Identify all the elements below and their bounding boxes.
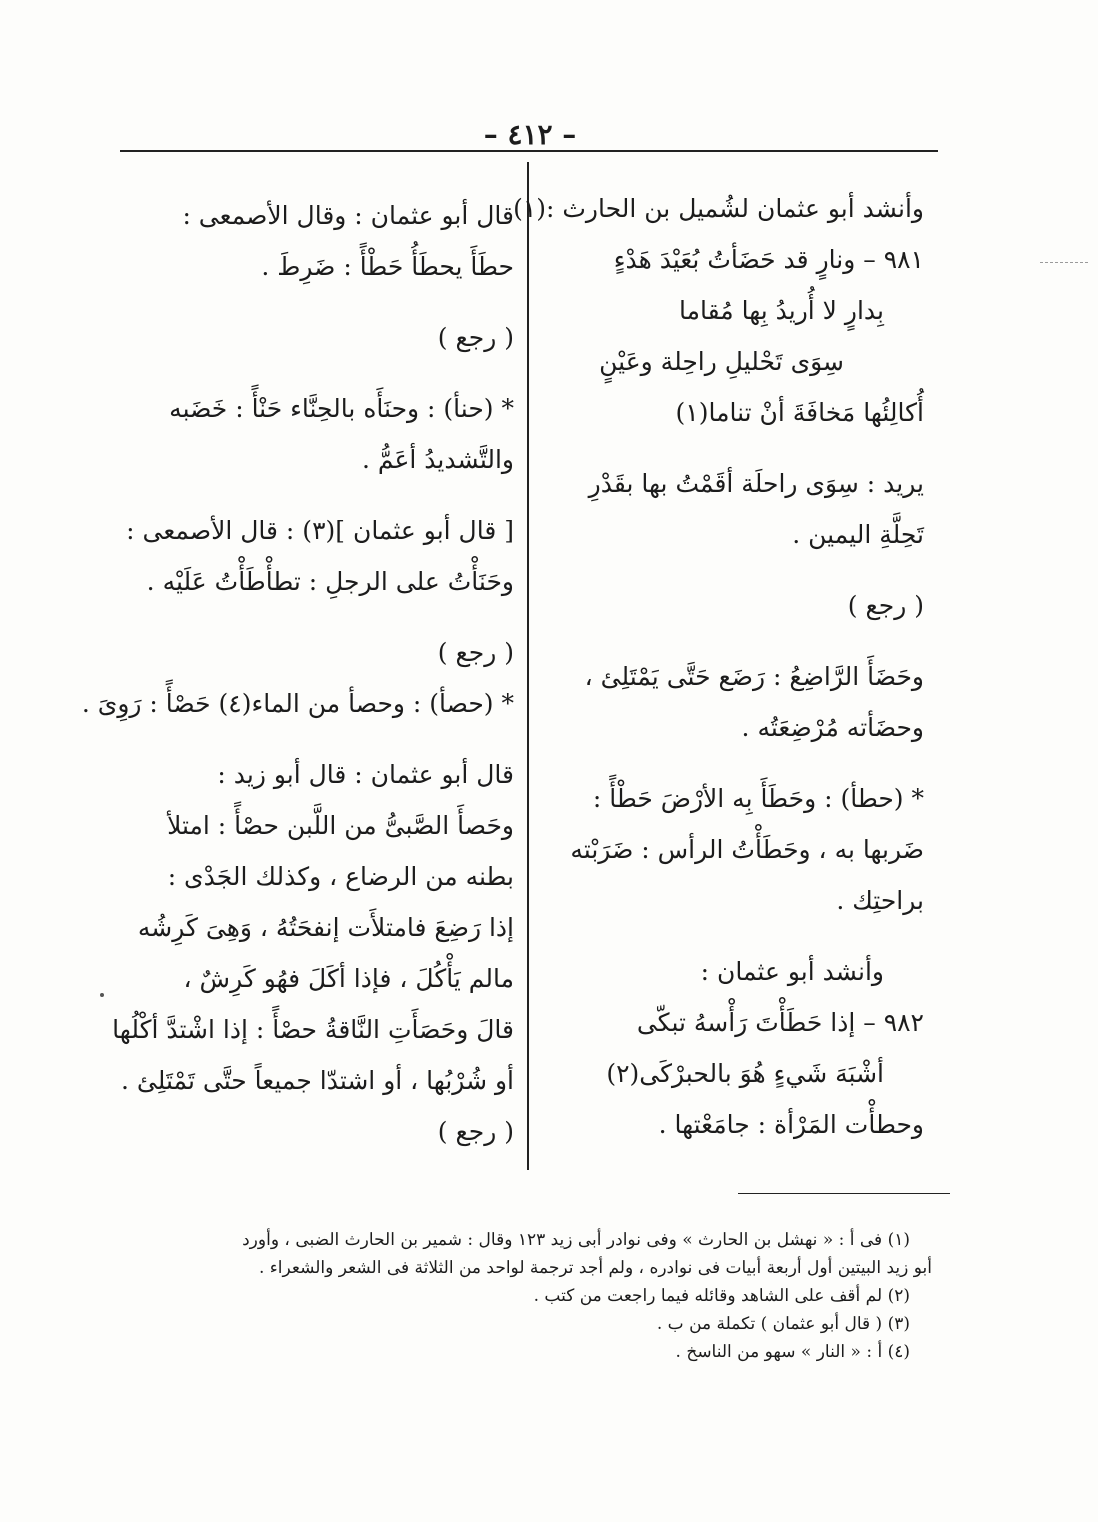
column-divider <box>527 162 529 1170</box>
verse-line: ٩٨٢ – إذا حَطَأْتَ رَأْسهُ تبكّى <box>636 1008 924 1037</box>
footnote: (٣) ( قال أبو عثمان ) تكملة من ب . <box>656 1314 910 1334</box>
right-column <box>513 183 924 1150</box>
verse-line: سِوَى تَحْليلِ راحِلة وعَيْنٍ <box>599 347 844 376</box>
verse-line: ٩٨١ – ونارٍ قد حَضَأتُ بُعَيْدَ هَدْءٍ <box>613 245 924 274</box>
verse-line: بِدارٍ لا أُريدُ بِها مُقاما <box>678 296 884 325</box>
text-line: وحطأْت المَرْأة : جامَعْتها . <box>658 1110 924 1139</box>
text-line: قال أبو عثمان : وقال الأصمعى : <box>182 201 514 230</box>
text-line: مالم يَأْكُلَ ، فإذا أكَلَ فهُو كَرِشٌ ، <box>183 964 514 993</box>
section-marker: ( رجع ) <box>437 323 514 352</box>
footnote: (١) فى أ : « نهشل بن الحارث » وفى نوادر أبى زيد ١٢٣ وقال : شمير بن الحارث الضبى ، وأورد <box>242 1230 910 1250</box>
text-line: تَحِلَّةِ اليمين . <box>792 520 924 549</box>
verse-line: أُكالِئُها مَخافَةَ أنْ تناما(١) <box>675 398 924 427</box>
entry-heading-line: * (حصأ) : وحصأ من الماء(٤) حَصْأً : رَوِىَ . <box>81 689 514 718</box>
scan-mark <box>1040 262 1088 263</box>
footnote-continuation: أبو زيد البيتين أول أربعة أبيات فى نوادره ، ولم أجد ترجمة لواحد من الثلاثة فى الشعر والشعراء . <box>258 1258 932 1278</box>
footnotes <box>120 1226 932 1366</box>
text-line: وحَضَأَ الرَّاضِعُ : رَضَع حَتَّى يَمْتَلِئ ، <box>584 662 924 691</box>
entry-heading-line: * (حطأ) : وحَطَأَ بِه الأرْضَ حَطْأً : <box>592 784 924 813</box>
section-marker: ( رجع ) <box>437 638 514 667</box>
text-line: قال أبو عثمان : قال أبو زيد : <box>217 760 514 789</box>
text-line: وأنشد أبو عثمان لشُميل بن الحارث :(١) <box>513 194 924 223</box>
text-line: براحتِك . <box>836 886 924 915</box>
text-line: ضَربها به ، وحَطَأْتُ الرأس : ضَرَبْته <box>570 835 924 864</box>
scan-speck <box>100 993 104 997</box>
text-line: [ قال أبو عثمان ](٣) : قال الأصمعى : <box>126 516 514 545</box>
page-number: – ٤١٢ – <box>483 118 577 151</box>
text-line: وحَصأَ الصَّبىُّ من اللَّبن حصْأً : امتلأ <box>167 811 514 840</box>
footnote: (٢) لم أقف على الشاهد وقائله فيما راجعت من كتب . <box>533 1286 910 1306</box>
text-line: والتَّشديدُ أعَمُّ . <box>361 445 514 474</box>
text-line: إذا رَضِعَ فامتلأَت إنفحَتُهُ ، وَهِىَ كَرِشُه <box>137 913 514 942</box>
header-rule <box>120 150 938 152</box>
text-line: حطَأَ يحطَأُ حَطْأً : ضَرِطَ . <box>261 252 514 281</box>
text-line: بطنه من الرضاع ، وكذلك الجَدْى : <box>167 862 514 891</box>
text-line: قالَ وحَصَأَتِ النَّاقةُ حصْأً : إذا اشْتدَّ أكْلُها <box>112 1015 514 1044</box>
left-column <box>81 190 514 1157</box>
footnote-rule <box>738 1193 950 1194</box>
section-marker: ( رجع ) <box>847 591 924 620</box>
text-line: وحضَأته مُرْضِعَتُه . <box>741 713 924 742</box>
verse-line: أشْبَهَ شَيءٍ هُوَ بالحبرْكَى(٢) <box>606 1059 884 1088</box>
entry-heading-line: * (حنأ) : وحنَأَه بالحِنَّاء حَنْأً : خَضَبه <box>169 394 514 423</box>
text-line: أو شُرْبُها ، أو اشتدّا جميعاً حتَّى تَمْتَلِئ . <box>120 1066 514 1095</box>
footnote: (٤) أ : « النار » سهو من الناسخ . <box>675 1342 910 1362</box>
text-line: وأنشد أبو عثمان : <box>700 957 884 986</box>
text-line: يريد : سِوَى راحلَة أقَمْتُ بها بقَدْرِ <box>588 469 924 498</box>
text-line: وحَنَأْتُ على الرجلِ : تطأْطَأْتُ عَلَيْه . <box>146 567 514 596</box>
section-marker: ( رجع ) <box>437 1117 514 1146</box>
